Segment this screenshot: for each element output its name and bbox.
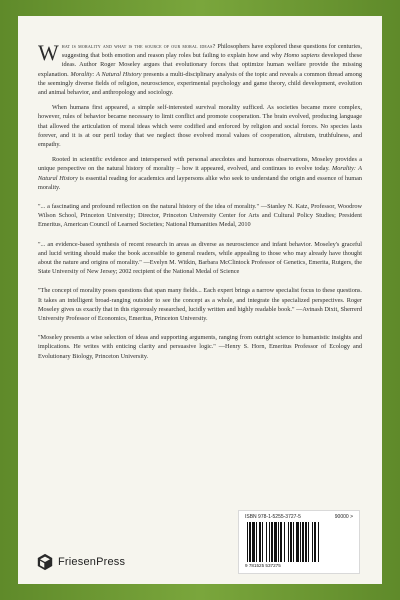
barcode-bar <box>278 522 279 562</box>
barcode-bar <box>288 522 289 562</box>
book-title-italic: Morality: A Natural History <box>70 70 142 78</box>
barcode-bar <box>318 522 319 562</box>
barcode-bar <box>296 522 299 562</box>
blurb-paragraph-2: When humans first appeared, a simple self-interested survival morality sufficed. As societies became more complex, however, rules of behavior became necessary to limit conflict and promote cooperation. The brain evolved, producing language that allowed the articulation of moral ideas which were codified and enforced by religion and social forces. No species lasts forever, and it is at our peril today that we neglect those evolved moral values of cooperation, altruism, truthfulness, and empathy. <box>38 104 362 149</box>
quote-attribution: —Evelyn M. Witkin, Barbara McClintock Professor of Genetics, Emerita, Rutgers, the State University of New Jersey; 2002 recipient of the National Medal of Science <box>38 259 362 276</box>
barcode-bar <box>259 522 261 562</box>
barcode-bar <box>274 522 277 562</box>
opening-question: hat is morality and what is the source of our moral ideas? <box>61 43 216 50</box>
quote-attribution: —Henry S. Horn, Emeritus Professor of Ecology and Evolutionary Biology, Princeton University. <box>38 343 363 360</box>
publisher-logo-icon <box>36 553 54 571</box>
blurb-paragraph-3 <box>38 155 362 192</box>
barcode-bar <box>256 522 257 562</box>
barcode-bar <box>284 522 285 562</box>
endorsement-quote <box>38 202 362 230</box>
barcode-bar <box>247 522 248 562</box>
species-name: Homo sapiens <box>283 52 320 60</box>
barcode-bar <box>290 522 292 562</box>
barcode-bar <box>314 522 316 562</box>
barcode-bar <box>249 522 251 562</box>
publisher-name: FriesenPress <box>58 556 126 568</box>
price-code: 90000 > <box>334 514 353 520</box>
description-blurb <box>38 42 362 192</box>
barcode-bar <box>266 522 267 562</box>
quote-text: "The concept of morality poses questions that span many fields... Each expert brings a narrow specialist focus to these questions. It takes an intelligent broad-ranging outsider to see the concept as a whole, and integrate the specialized perspectives. Roger Moseley gives us exactly that in this rigorously researched, lucidly written and highly readable book." <box>38 287 362 313</box>
endorsement-quote <box>38 240 362 277</box>
ean-digits: 9 781525 537275 <box>245 563 281 568</box>
publisher-logo <box>36 552 125 572</box>
barcode-bars <box>245 522 353 562</box>
barcode-bar <box>280 522 282 562</box>
endorsements <box>38 202 362 361</box>
endorsement-quote <box>38 286 362 323</box>
quote-text: "... a fascinating and profound reflection on the natural history of the idea of morality." <box>38 203 260 211</box>
blurb-text: Rooted in scientific evidence and interspersed with personal anecdotes and humorous observations, Moseley provides a unique perspective on the natural history of morality – how it appeared, evolved, and continues to evolve today. <box>38 156 362 173</box>
barcode-bar <box>305 522 307 562</box>
isbn-label: ISBN 978-1-5255-3727-5 <box>245 514 301 520</box>
barcode-bar <box>293 522 294 562</box>
quote-text: "Moseley presents a wise selection of ideas and supporting arguments, ranging from outright science to humanistic insights and implications. He writes with enticing clarity and persuasive logic." <box>38 334 362 351</box>
barcode-bar <box>262 522 263 562</box>
blurb-text: presents a multi-disciplinary analysis of the topic and reveals a common thread among the seemingly diverse fields of religion, neuroscience, experimental psychology and game theory, child development, evolution and animal behavior, and anthropology and sociology. <box>38 70 362 97</box>
blurb-text: Philosophers have explored these questions for centuries, suggesting that both emotion and reason play roles but failing to explain how and why <box>61 43 362 60</box>
book-title-italic: Morality: A Natural History <box>38 165 362 182</box>
drop-cap: W <box>38 40 59 65</box>
barcode-bar <box>271 522 273 562</box>
quote-attribution: —Stanley N. Katz, Professor, Woodrow Wilson School, Princeton University; Director, Princeton University Center for Arts and Cultural Policy Studies; President Emeritus, American Council of Learned Societies; National Humanities Medal, 2010 <box>38 203 362 229</box>
blurb-paragraph-1 <box>38 42 362 97</box>
barcode-bar <box>312 522 313 562</box>
endorsement-quote <box>38 333 362 361</box>
isbn-barcode <box>238 510 360 574</box>
barcode-bar <box>302 522 304 562</box>
blurb-text: developed these ideas. Author Roger Moseley argues that evolutionary forces that optimize human welfare provide the missing explanation. <box>38 52 363 78</box>
blurb-text: is essential reading for academics and laypersons alike who seek to understand the origin and essence of human morality. <box>38 174 362 191</box>
barcode-bar <box>252 522 255 562</box>
barcode-bar <box>308 522 309 562</box>
barcode-bar <box>269 522 270 562</box>
cream-text-panel <box>18 16 382 584</box>
cover-footer <box>18 514 382 584</box>
barcode-bar <box>300 522 301 562</box>
quote-text: "... an evidence-based synthesis of recent research in areas as diverse as neuroscience and infant behavior. Moseley's graceful and lucid writing should make the book accessible to general readers, while appealing to those who may already have thought about the nature and origins of morality." <box>38 240 362 267</box>
quote-attribution: —Avinash Dixit, Sherrerd University Professor of Economics, Emeritus, Princeton University. <box>38 305 362 323</box>
